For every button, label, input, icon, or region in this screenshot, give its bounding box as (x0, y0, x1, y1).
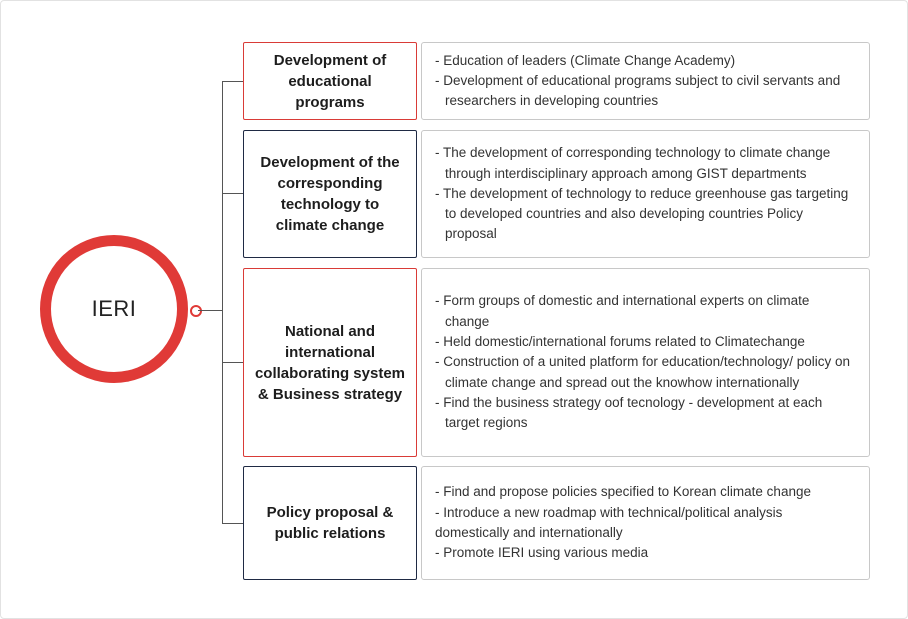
trunk-line (222, 81, 223, 524)
list-item: - Held domestic/international forums related to Climatechange (435, 334, 805, 350)
root-connector-line (198, 310, 223, 311)
description-box-collaborating-system (421, 268, 870, 457)
description-box-policy-proposal (421, 466, 870, 580)
branch-connector-line (222, 81, 243, 82)
list-item: - Form groups of domestic and international experts on climate change (435, 293, 810, 329)
list-item: - Promote IERI using various media (435, 545, 649, 561)
branch-connector-line (222, 523, 243, 524)
list-item: - Construction of a united platform for education/technology/ policy on climate change and spread out the knowhow internationally (435, 354, 850, 390)
category-box-corresponding-technology (243, 130, 417, 258)
category-title: National and international collaborating system & Business strategy (254, 322, 406, 403)
category-box-policy-proposal (243, 466, 417, 580)
list-item: - The development of corresponding technology to climate change through interdisciplinary approach among GIST departments (435, 145, 831, 181)
branch-connector-line (222, 362, 243, 363)
list-item: - Introduce a new roadmap with technical/political analysis domestically and internationally (435, 504, 783, 540)
list-item: - The development of technology to reduce greenhouse gas targeting to developed countries and also developing countries Policy proposal (435, 185, 849, 242)
root-label: IERI (91, 296, 137, 321)
list-item: - Development of educational programs subject to civil servants and researchers in developing countries (435, 72, 841, 109)
description-box-corresponding-technology (421, 130, 870, 258)
connector-dot (190, 305, 202, 317)
category-box-collaborating-system (243, 268, 417, 457)
description-box-educational-programs (421, 42, 870, 120)
list-item: - Find and propose policies specified to Korean climate change (435, 484, 811, 500)
branch-connector-line (222, 193, 243, 194)
category-title: Development of the corresponding technology to climate change (260, 154, 400, 234)
root-node (40, 235, 188, 383)
category-title: Development of educational programs (273, 51, 387, 111)
list-item: - Find the business strategy oof tecnology - development at each target regions (435, 394, 823, 431)
list-item: - Education of leaders (Climate Change Academy) (435, 52, 736, 68)
category-box-educational-programs (243, 42, 417, 120)
category-title: Policy proposal & public relations (266, 504, 394, 542)
